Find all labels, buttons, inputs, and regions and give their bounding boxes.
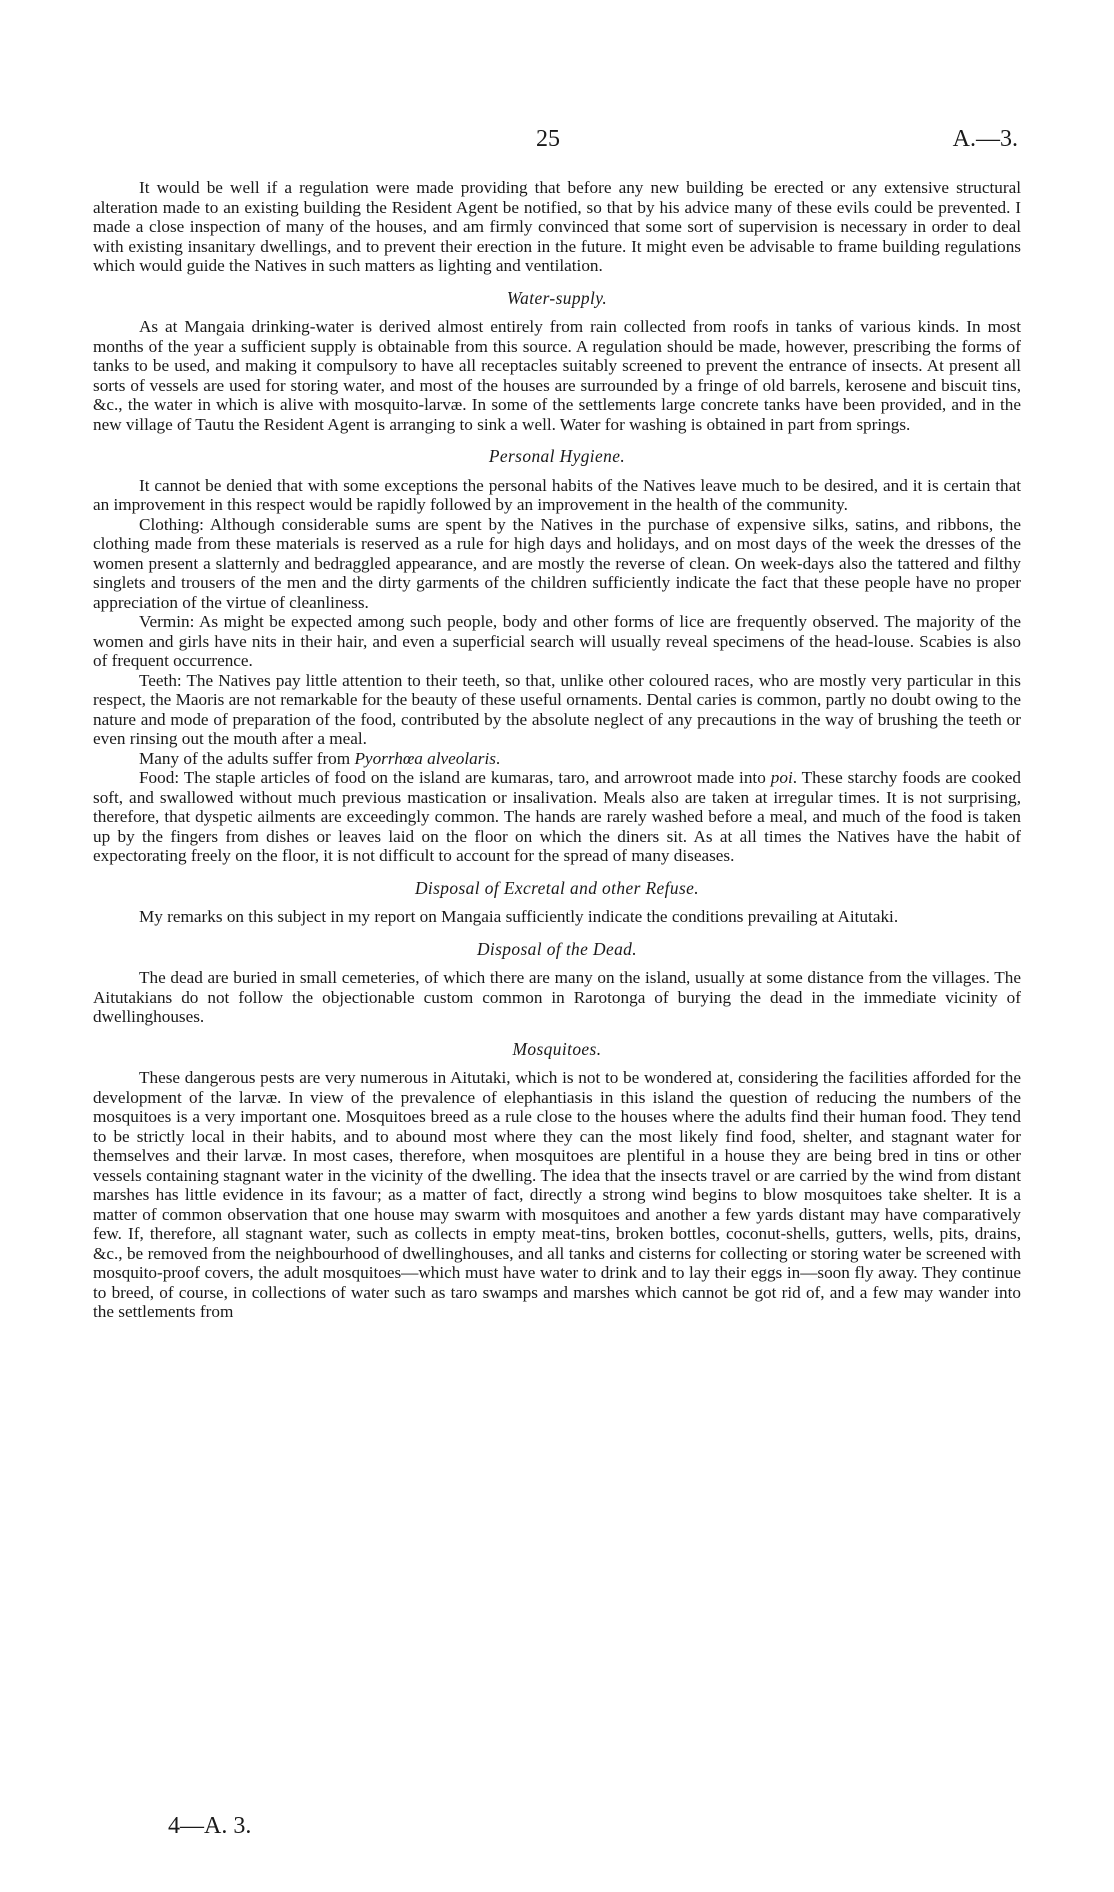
mosquitoes-paragraph: These dangerous pests are very numerous in Aitutaki, which is not to be wondered at, considering the facilities afforded for the development of the larvæ. In view of the prevalence of elephantiasis in this island the question of reducing the numbers of the mosquitoes is a very important one. Mosquitoes breed as a rule close to the houses where the adults find their human food. They tend to be strictly local in their habits, and to abound most where they can the most likely find food, shelter, and stagnant water for themselves and their larvæ. In most cases, therefore, when mosquitoes are plentiful in a house they are being bred in tins or other vessels containing stagnant water in the vicinity of the dwelling. The idea that the insects travel or are carried by the wind from distant marshes has little evidence in its favour; as a matter of fact, directly a strong wind begins to blow mosquitoes take shelter. It is a matter of common observation that one house may swarm with mosquitoes and another a few yards distant may have comparatively few. If, therefore, all stagnant water, such as collects in empty meat-tins, broken bottles, coconut-shells, gutters, wells, pits, drains, &c., be removed from the neighbourhood of dwellinghouses, and all tanks and cisterns for collecting or storing water be screened with mosquito-proof covers, the adult mosquitoes—which must have water to drink and to lay their eggs in—soon fly away. They continue to breed, of course, in collections of water such as taro swamps and marshes which cannot be got rid of, and a few may wander into the settlements from	[93, 1068, 1021, 1321]
pyorrhoea-lead: Many of the adults suffer from	[139, 748, 355, 768]
food-lead: Food: The staple articles of food on the island are kumaras, taro, and arrowroot made into	[139, 768, 771, 787]
pyorrhoea-tail: .	[495, 748, 501, 768]
pyorrhoea-term: Pyorrhœa alveolaris	[354, 748, 496, 768]
hygiene-paragraph-food	[93, 768, 1021, 866]
hygiene-paragraph-teeth: Teeth: The Natives pay little attention to their teeth, so that, unlike other coloured races, who are mostly very particular in this respect, the Maoris are not remarkable for the beauty of these useful ornaments. Dental caries is common, partly no doubt owing to the nature and mode of preparation of the food, contributed by the absolute neglect of any precautions in the way of brushing the teeth or even rinsing out the mouth after a meal.	[93, 670, 1021, 748]
hygiene-paragraph-clothing: Clothing: Although considerable sums are spent by the Natives in the purchase of expensive silks, satins, and ribbons, the clothing made from these materials is reserved as a rule for high days and holidays, and on most days of the week the dresses of the women present a slatternly and bedraggled appearance, and are mostly the reverse of clean. On week-days also the tattered and filthy singlets and trousers of the men and the dirty garments of the children sufficiently indicate the fact that these people have no proper appreciation of the virtue of cleanliness.	[93, 514, 1021, 612]
hygiene-paragraph-vermin: Vermin: As might be expected among such people, body and other forms of lice are frequently observed. The majority of the women and girls have nits in their hair, and even a superficial search will usually reveal specimens of the head-louse. Scabies is also of frequent occurrence.	[93, 612, 1021, 670]
page-header	[0, 126, 1114, 160]
excreta-paragraph: My remarks on this subject in my report on Mangaia sufficiently indicate the conditions prevailing at Aitutaki.	[139, 907, 899, 926]
hygiene-paragraph-pyorrhoea	[93, 749, 1021, 769]
intro-paragraph: It would be well if a regulation were made providing that before any new building be erected or any extensive structural alteration made to an existing building the Resident Agent be notified, so that by his advice many of these evils could be prevented. I made a close inspection of many of the houses, and am firmly convinced that some sort of supervision is necessary in order to deal with existing insanitary dwellings, and to prevent their erection in the future. It might even be advisable to frame building regulations which would guide the Natives in such matters as lighting and ventilation.	[93, 178, 1021, 275]
water-supply-paragraph: As at Mangaia drinking-water is derived almost entirely from rain collected from roofs in tanks of various kinds. In most months of the year a sufficient supply is obtainable from this source. A regulation should be made, however, prescribing the forms of tanks to be used, and making it compulsory to have all receptacles suitably screened to prevent the entrance of insects. At present all sorts of vessels are used for storing water, and most of the houses are surrounded by a fringe of old barrels, kerosene and biscuit tins, &c., the water in which is alive with mosquito-larvæ. In some of the settlements large concrete tanks have been provided, and in the new village of Tautu the Resident Agent is arranging to sink a well. Water for washing is obtained in part from springs.	[93, 317, 1021, 434]
section-heading-water-supply: Water-supply.	[506, 287, 608, 308]
section-heading-dead: Disposal of the Dead.	[476, 938, 638, 959]
food-tail: . These starchy foods are cooked soft, and swallowed without much previous mastication or insalivation. Meals also are taken at irregular times. It is not surprising, therefore, that dyspetic ailments are exceedingly common. The hands are rarely washed before a meal, and much of the food is taken up by the fingers from dishes or leaves laid on the floor on which the diners sit. As at all times the Natives have the habit of expectorating freely on the floor, it is not difficult to account for the spread of many diseases.	[93, 768, 1021, 865]
section-heading-personal-hygiene: Personal Hygiene.	[488, 446, 626, 466]
dead-paragraph: The dead are buried in small cemeteries, of which there are many on the island, usually at some distance from the villages. The Aitutakians do not follow the objectionable custom common in Rarotonga of burying the dead in the immediate vicinity of dwellinghouses.	[93, 968, 1021, 1026]
section-heading-mosquitoes: Mosquitoes.	[512, 1038, 602, 1059]
hygiene-paragraph-intro: It cannot be denied that with some exceptions the personal habits of the Natives leave much to be desired, and it is certain that an improvement in this respect would be rapidly followed by an improvement in the health of the community.	[93, 475, 1021, 514]
food-term-poi: poi	[770, 768, 793, 787]
body-text	[93, 178, 1021, 1322]
document-reference: A.—3.	[952, 126, 1018, 152]
page-footer-signature: 4—A. 3.	[168, 1813, 252, 1839]
section-heading-excreta: Disposal of Excretal and other Refuse.	[414, 877, 700, 898]
page-number: 25	[536, 126, 560, 152]
